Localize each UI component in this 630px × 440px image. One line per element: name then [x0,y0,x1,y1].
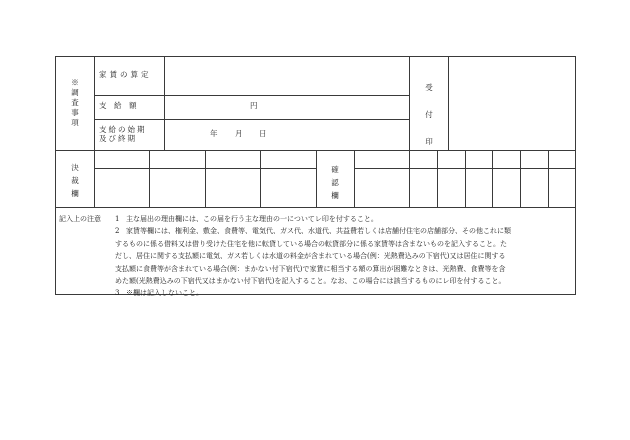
approval-col-8 [437,150,438,208]
survey-section-label: ※調査事項 [71,78,79,127]
confirm-label: 確認欄 [331,165,339,200]
note-item-2 [59,225,579,237]
approval-col-3 [205,150,206,208]
note-text: するものに係る借料又は借り受けた住宅を他に転貸している場合の転貸部分に係る家賃等は含まないものを記入すること。た [115,239,507,248]
note-line [59,263,579,275]
notes-heading: 記入上の注意 [59,215,101,223]
approval-col-5 [316,150,317,208]
period-label-1: 支給の始期 [99,125,147,134]
note-text: 主な届出の理由欄には、この届を行う主な理由の一についてレ印を付すること。 [126,215,378,223]
approval-col-2 [149,150,150,208]
approval-col-1 [94,150,95,208]
yen-unit: 円 [250,101,258,110]
note-item-3 [59,287,579,299]
receipt-right-divider [448,56,449,151]
note-line [59,238,579,250]
period-label-2: 及び終期 [99,134,137,143]
month-unit: 月 [235,129,243,138]
note-number: 3 [115,289,120,298]
survey-row-divider-1 [94,95,410,96]
note-text: だし、居住に関する支払額に電気、ガス若しくは水道の料金が含まれている場合(例：光熱費込みの下宿代)又は居住に関する [115,252,506,261]
approval-col-7 [409,150,410,208]
note-text: 家賃等欄には、権利金、敷金、食費等、電気代、ガス代、水道代、共益費若しくは店舗付住宅の店舗部分、その他これに類 [126,227,511,236]
year-unit: 年 [210,129,218,138]
survey-row-divider-2 [94,119,410,120]
rent-calc-label: 家賃の算定 [99,70,152,79]
approval-col-10 [492,150,493,208]
day-unit: 日 [259,129,267,138]
approval-col-9 [465,150,466,208]
approval-col-12 [548,150,549,208]
note-text: 支払額に食費等が含まれている場合(例：まかない付下宿代)で家賃に相当する額の算出が困難なときは、光熱費、食費等を含 [115,264,506,273]
decision-label: 決裁欄 [71,163,79,198]
form-top-border [55,56,576,57]
note-number: 1 [115,215,120,223]
note-text: めた額(光熱費込みの下宿代又はまかない付下宿代)を記入すること。なお、この場合には該当するものにレ印を付すること。 [115,276,506,285]
note-item-1 [59,213,579,225]
receipt-left-divider [409,56,410,151]
approval-col-11 [520,150,521,208]
form-left-border [55,56,56,295]
payment-amount-label: 支 給 額 [99,101,137,110]
note-line [59,250,579,262]
approval-col-4 [260,150,261,208]
receipt-stamp-label: 受付印 [425,83,433,146]
note-text: ※欄は記入しないこと。 [126,289,203,298]
survey-field-divider [164,56,165,151]
notes-section [59,213,579,300]
note-line [59,275,579,287]
approval-col-6 [354,150,355,208]
survey-label-divider [94,56,95,151]
note-number: 2 [115,227,120,236]
